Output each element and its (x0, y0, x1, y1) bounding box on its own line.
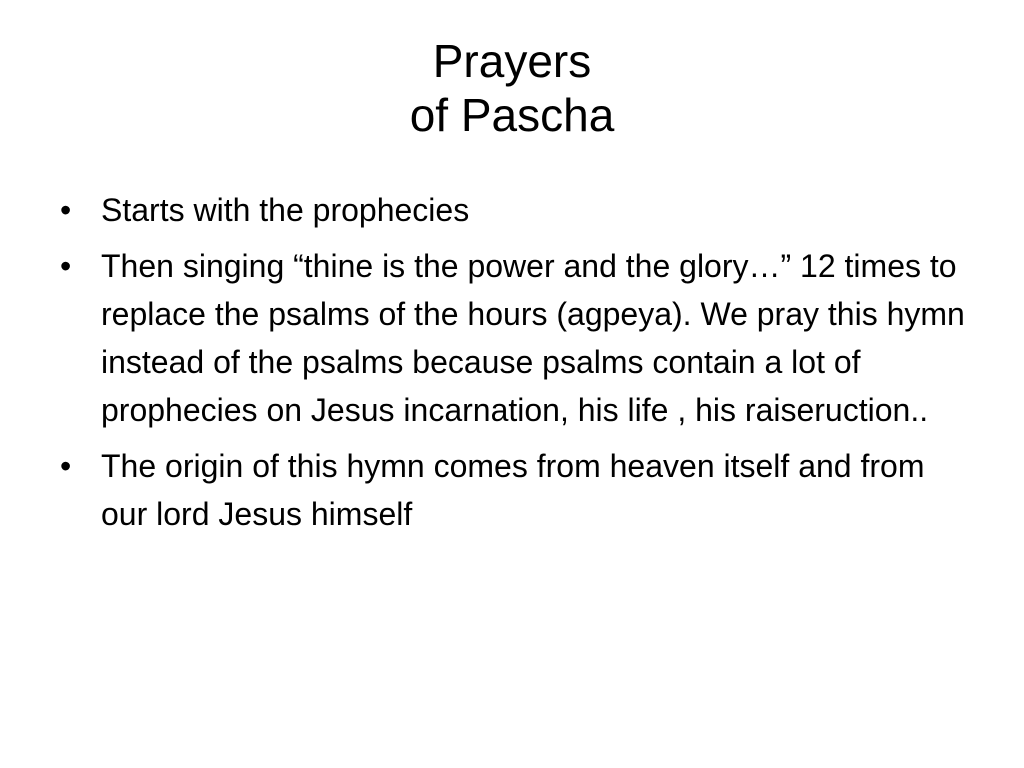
bullet-list (56, 186, 976, 546)
bullet-text: Then singing “thine is the power and the glory…” 12 times to replace the psalms of the hours (agpeya). We pray this hymn instead of the psalms because psalms contain a lot of prophecies on Jesus incarnation, his life , his raiseruction.. (101, 248, 965, 428)
bullet-icon: • (60, 448, 72, 484)
title-line-1: Prayers (432, 35, 592, 87)
bullet-icon: • (60, 248, 72, 284)
bullet-icon: • (60, 192, 72, 228)
title-line-2: of Pascha (409, 89, 615, 141)
bullet-text: The origin of this hymn comes from heaven itself and from our lord Jesus himself (101, 448, 925, 532)
bullet-text: Starts with the prophecies (101, 192, 470, 228)
slide-title (0, 34, 1024, 142)
bullet-item (56, 242, 976, 434)
bullet-item (56, 442, 976, 538)
bullet-item (56, 186, 976, 234)
